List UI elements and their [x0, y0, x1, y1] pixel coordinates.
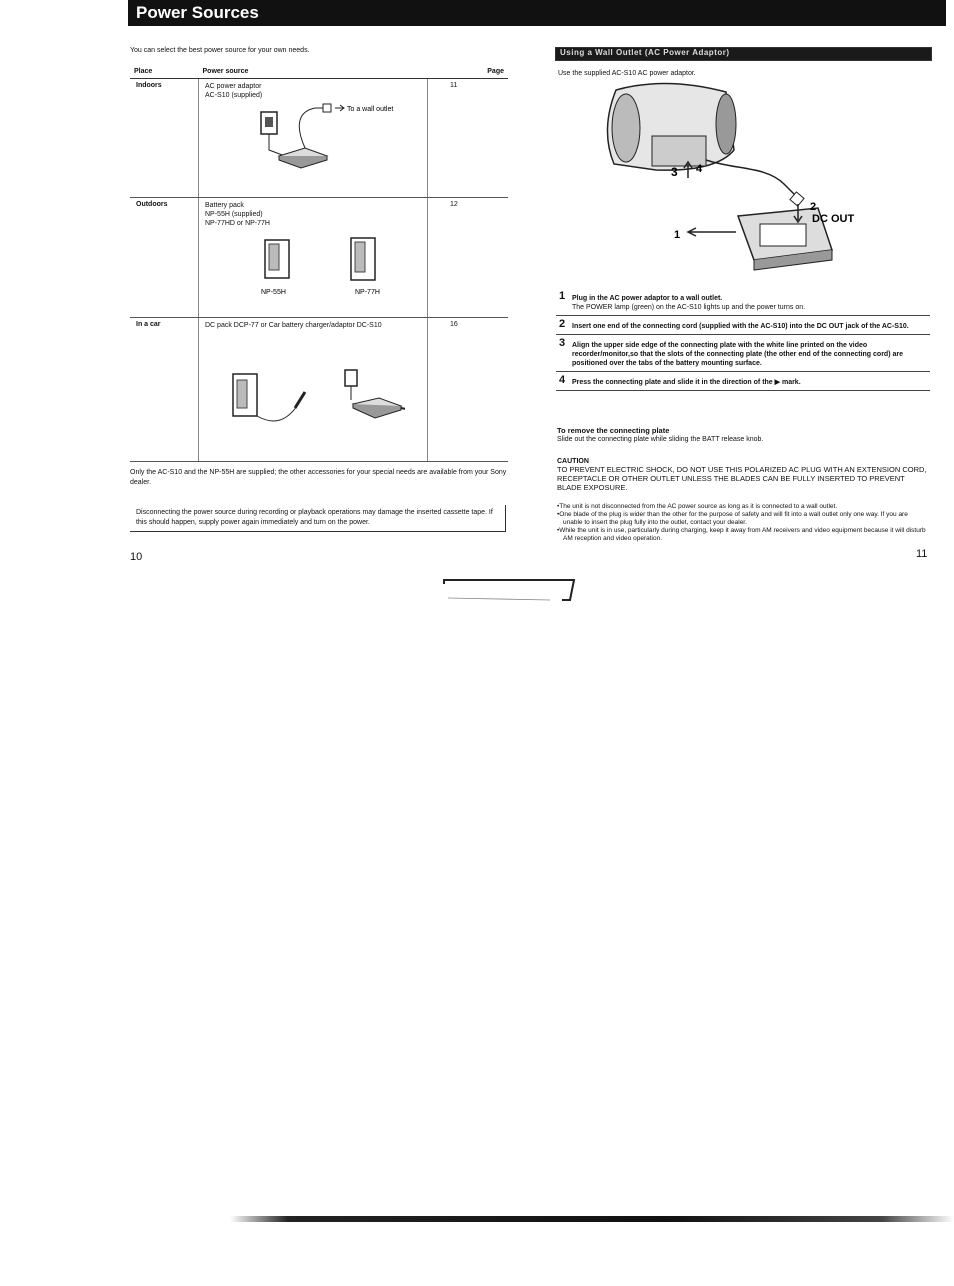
place-cell: Indoors	[130, 79, 199, 198]
np55h-label: NP-55H	[261, 289, 286, 296]
step-item	[556, 372, 930, 391]
place-cell: In a car	[130, 318, 199, 462]
ac-adaptor-illustration	[205, 100, 405, 180]
source-line: AC power adaptor	[205, 83, 262, 90]
step-item	[556, 292, 930, 316]
place-cell: Outdoors	[130, 198, 199, 318]
page-cell: 16	[428, 318, 509, 462]
step3-label: 3	[671, 165, 678, 179]
power-source-table	[130, 65, 508, 462]
left-page-number: 10	[130, 551, 143, 563]
list-item: • While the unit is in use, particularly during charging, keep it away from AM receivers and video equipment because it will disturb AM reception and video operation.	[557, 527, 929, 543]
table-header-row	[130, 65, 508, 79]
warning-box: Disconnecting the power source during recording or playback operations may damage the inserted cassette tape. If this should happen, supply power again immediately and turn on the power.	[130, 505, 506, 532]
caution-heading: CAUTION	[557, 458, 589, 465]
source-line: NP-77HD or NP-77H	[205, 220, 270, 227]
list-item: • One blade of the plug is wider than the other for the purpose of safety and will fit into a wall outlet only one way. If you are unable to insert the plug fully into the outlet, contact your dealer.	[557, 511, 929, 527]
col-place: Place	[130, 65, 199, 79]
step-number: 4	[559, 374, 566, 386]
remove-plate-heading: To remove the connecting plate	[557, 426, 670, 435]
source-cell	[199, 79, 428, 198]
step4-label: 4	[696, 163, 703, 175]
connection-illustration	[556, 80, 930, 290]
page-cell: 12	[428, 198, 509, 318]
left-intro: You can select the best power source for your own needs.	[130, 47, 310, 54]
supplied-note: Only the AC-S10 and the NP-55H are supplied; the other accessories for your special needs are available from your Sony dealer.	[130, 469, 507, 486]
step1-label: 1	[674, 229, 681, 241]
step2-label: 2	[810, 201, 817, 213]
list-item: • The unit is not disconnected from the AC power source as long as it is connected to a wall outlet.	[557, 503, 929, 511]
scan-bracket-mark	[440, 578, 580, 606]
step-number: 1	[559, 290, 566, 302]
caution-body: TO PREVENT ELECTRIC SHOCK, DO NOT USE THIS POLARIZED AC PLUG WITH AN EXTENSION CORD, RECEPTACLE OR OTHER OUTLET UNLESS THE BLADES CAN BE FULLY INSERTED TO PREVENT BLADE EXPOSURE.	[557, 465, 927, 492]
source-cell	[199, 198, 428, 318]
step-text: Insert one end of the connecting cord (supplied with the AC-S10) into the DC OUT jack of the AC-S10.	[572, 323, 909, 330]
steps-list	[556, 292, 930, 391]
np77h-label: NP-77H	[355, 289, 380, 296]
step-item	[556, 316, 930, 335]
right-intro: Use the supplied AC-S10 AC power adaptor.	[558, 70, 696, 77]
step-text: Align the upper side edge of the connecting plate with the white line printed on the video recorder/monitor,so that the slots of the connecting plate (the other end of the connecting cord) are positioned over the tabs of the battery mounting surface.	[572, 342, 903, 367]
source-line: DC pack DCP-77 or Car battery charger/adaptor DC-S10	[205, 322, 382, 329]
step-number: 3	[559, 337, 566, 349]
battery-pack-illustration	[205, 228, 405, 303]
step-number: 2	[559, 318, 566, 330]
dc-out-label: DC OUT	[812, 213, 855, 225]
car-adaptor-illustration	[205, 330, 405, 440]
step-item	[556, 335, 930, 372]
scan-edge-line	[230, 1216, 954, 1222]
table-row	[130, 79, 508, 198]
step-text: Plug in the AC power adaptor to a wall outlet.	[572, 295, 723, 302]
step-text: Press the connecting plate and slide it in the direction of the ▶ mark.	[572, 379, 801, 386]
step-subtext: The POWER lamp (green) on the AC-S10 lights up and the power turns on.	[572, 304, 806, 311]
remove-plate-body: Slide out the connecting plate while sliding the BATT release knob.	[557, 436, 764, 443]
page-title: Power Sources	[136, 3, 259, 22]
source-line: AC-S10 (supplied)	[205, 92, 263, 99]
notes-list	[557, 503, 929, 543]
wall-outlet-label: To a wall outlet	[347, 106, 394, 113]
source-line: Battery pack	[205, 202, 244, 209]
section-title: Using a Wall Outlet (AC Power Adaptor)	[560, 48, 730, 57]
source-line: NP-55H (supplied)	[205, 211, 263, 218]
col-power-source: Power source	[199, 65, 428, 79]
right-page-number: 11	[916, 548, 928, 560]
table-row	[130, 198, 508, 318]
page-cell: 11	[428, 79, 509, 198]
source-cell	[199, 318, 428, 462]
table-row	[130, 318, 508, 462]
col-page: Page	[428, 65, 509, 79]
